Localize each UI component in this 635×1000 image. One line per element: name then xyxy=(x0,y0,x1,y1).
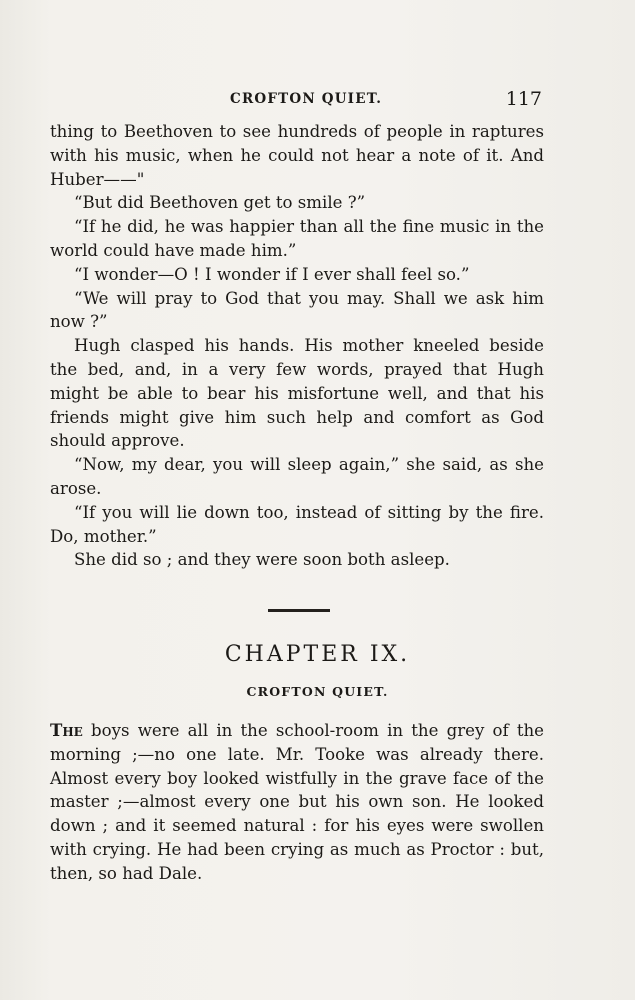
chapter-subtitle: CROFTON QUIET. xyxy=(246,684,389,699)
running-title: CROFTON QUIET. xyxy=(230,91,383,107)
chapter-text xyxy=(50,719,544,886)
chapter-opening-body: boys were all in the school-room in the grey of the morning ;—no one late. Mr. Tooke was already there. Almost every boy looked wistfully in the grave face of the master ;—almost every one but his own son. He looked down ; and it seemed natural : for his eyes were swollen with crying. He had been crying as much as Proctor : but, then, so had Dale. xyxy=(50,721,544,883)
paragraph: “I wonder—O ! I wonder if I ever shall feel so.” xyxy=(74,264,470,284)
paragraph: She did so ; and they were soon both asleep. xyxy=(74,550,450,570)
paragraph: “We will pray to God that you may. Shall we ask him now ?” xyxy=(50,288,544,332)
paragraph: “Now, my dear, you will sleep again,” she said, as she arose. xyxy=(50,455,544,498)
section-divider-rule xyxy=(268,609,330,612)
paragraph: “If you will lie down too, instead of sitting by the fire. Do, mother.” xyxy=(50,502,544,546)
page-number: 117 xyxy=(505,88,542,110)
chapter-opening-paragraph xyxy=(50,719,544,886)
paragraph: “If he did, he was happier than all the fine music in the world could have made him.” xyxy=(50,217,544,260)
running-head xyxy=(50,88,542,114)
chapter-lead-word: The xyxy=(50,720,83,740)
chapter-title: CHAPTER IX. xyxy=(224,642,411,667)
paragraph: thing to Beethoven to see hundreds of people in raptures with his music, when he could not hear a note of it. And Huber——" xyxy=(50,122,544,189)
paragraph: “But did Beethoven get to smile ?” xyxy=(74,193,366,213)
paragraph: Hugh clasped his hands. His mother kneeled beside the bed, and, in a very few words, prayed that Hugh might be able to bear his misfortune well, and that his friends might give him such help and comfort as God should approve. xyxy=(50,336,544,451)
previous-chapter-text xyxy=(50,120,544,572)
